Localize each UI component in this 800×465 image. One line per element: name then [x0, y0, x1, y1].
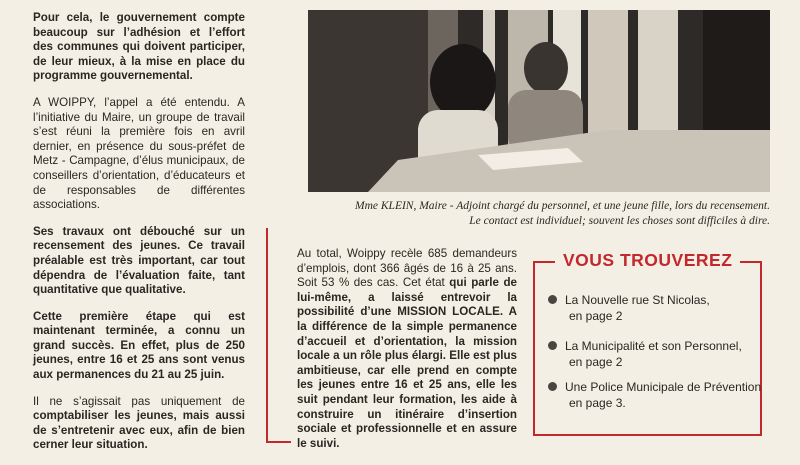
- contents-item-1-line2: en page 2: [569, 309, 623, 323]
- contents-item-1-line1: La Nouvelle rue St Nicolas,: [565, 293, 710, 307]
- paragraph-comptabiliser-bold: comptabiliser les jeunes, mais aussi de s’entretenir avec eux, afin de bien cerner leur situation.: [33, 409, 245, 452]
- contents-item-3-line2: en page 3.: [569, 396, 626, 410]
- mid-column: [297, 247, 517, 451]
- mission-locale-bold: qui parle de lui-même, a laissé entrevoir la possibilité d’une MISSION LOCALE. A la différence de la simple permanence d’accueil et d’orientation, la mission locale a un rôle plus élargi. Elle est plus ambitieuse, car elle prend en compte les jeunes entre 16 et 25 ans, elle les suit pendant leur formation, les aide à construire un itinéraire d’insertion sociale et professionnelle et en assure le suivi.: [297, 276, 517, 450]
- paragraph-comptabiliser: [33, 395, 245, 453]
- bullet-icon: [548, 382, 557, 391]
- contents-box-title: VOUS TROUVEREZ: [555, 250, 740, 271]
- paragraph-comptabiliser-normal: Il ne s’agissait pas uniquement de: [33, 394, 245, 408]
- contents-item-2-line1: La Municipalité et son Personnel,: [565, 339, 742, 353]
- contents-item-3-line1: Une Police Municipale de Prévention: [565, 380, 762, 394]
- paragraph-travaux: Ses travaux ont débouché sur un recensement des jeunes. Ce travail préalable est très important, car tout dépendra de l’évaluation faite, tant quantitative que qualitative.: [33, 224, 245, 297]
- red-rule-vertical: [266, 228, 268, 442]
- photo-caption-line2: Le contact est individuel; souvent les choses sont difficiles à dire.: [469, 215, 770, 227]
- paragraph-woippy: A WOIPPY, l’appel a été entendu. A l’initiative du Maire, un groupe de travail s’est réuni la première fois en avril dernier, en présence du sous-préfet de Metz - Campagne, d’élus municipaux, de conseillers d’orientation, d’éducateurs et de responsables de différentes associations.: [33, 95, 245, 212]
- paragraph-mission-locale: [297, 247, 517, 451]
- paragraph-premiere-etape: Cette première étape qui est maintenant terminée, a connu un grand succès. En effet, plus de 250 jeunes, entre 16 et 25 ans sont venus aux permanences du 21 au 25 juin.: [33, 309, 245, 382]
- contents-item-2-line2: en page 2: [569, 355, 623, 369]
- photo-recensement: [308, 10, 770, 192]
- bullet-icon: [548, 295, 557, 304]
- red-rule-horizontal: [266, 441, 291, 443]
- bullet-icon: [548, 341, 557, 350]
- mission-locale-normal: Au total, Woippy recèle 685 demandeurs d’emplois, dont 366 âgés de 16 à 25 ans. Soit 53 % des cas. Cet état: [297, 247, 517, 290]
- photo-illustration: [308, 10, 770, 192]
- left-column: [33, 11, 245, 465]
- photo-caption-line1: Mme KLEIN, Maire - Adjoint chargé du personnel, et une jeune fille, lors du recensement.: [355, 200, 770, 212]
- paragraph-intro: Pour cela, le gouvernement compte beaucoup sur l’adhésion et l’effort des communes qui doivent participer, de leur mieux, à la mise en place du programme gouvernemental.: [33, 11, 245, 83]
- photo-caption: [280, 199, 770, 229]
